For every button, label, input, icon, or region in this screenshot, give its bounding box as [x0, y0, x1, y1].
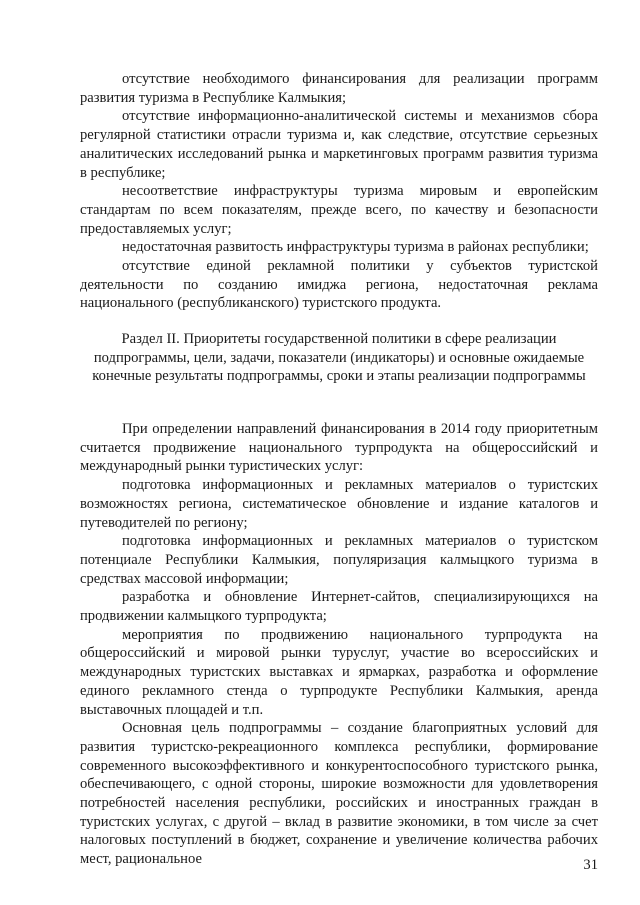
paragraph: несоответствие инфраструктуры туризма мировым и европейским стандартам по всем показателям, прежде всего, по качеству и безопасности предоставляемых услуг; [80, 183, 598, 237]
section-heading: Раздел II. Приоритеты государственной политики в сфере реализации подпрограммы, цели, задачи, показатели (индикаторы) и основные ожидаемые конечные результаты подпрограммы, сроки и этапы реализации подпрограммы [92, 331, 586, 385]
paragraph: Основная цель подпрограммы – создание благоприятных условий для развития туристско-рекреационного комплекса республики, формирование современного высокоэффективного и конкурентоспособного туристского рынка, обеспечивающего, с одной стороны, широкие возможности для удовлетворения потребностей населения республики, российских и иностранных граждан в туристских услугах, с другой – вклад в развитие экономики, в том числе за счет налоговых поступлений в бюджет, сохранение и увеличение количества рабочих мест, рациональное [80, 720, 598, 868]
paragraph: мероприятия по продвижению национального турпродукта на общероссийский и мировой рынки туруслуг, участие во всероссийских и международных туристских выставках и ярмарках, разработка и оформление единого рекламного стенда о турпродукте Республики Калмыкия, аренда выставочных площадей и т.п. [80, 626, 598, 718]
paragraph: отсутствие единой рекламной политики у субъектов туристской деятельности по созданию имиджа региона, недостаточная реклама национального (республиканского) туристского продукта. [80, 258, 598, 312]
top-text-block [80, 70, 598, 313]
paragraph: подготовка информационных и рекламных материалов о туристских возможностях региона, систематическое обновление и издание каталогов и путеводителей по региону; [80, 477, 598, 531]
page-number: 31 [583, 857, 598, 873]
body-text-block [80, 420, 598, 869]
paragraph: отсутствие необходимого финансирования для реализации программ развития туризма в Республике Калмыкия; [80, 71, 598, 106]
paragraph: недостаточная развитость инфраструктуры туризма в районах республики; [122, 239, 589, 256]
paragraph: При определении направлений финансирования в 2014 году приоритетным считается продвижение национального турпродукта на общероссийский и международный рынки туристических услуг: [80, 421, 598, 475]
paragraph: подготовка информационных и рекламных материалов о туристском потенциале Республики Калмыкия, популяризация калмыцкого туризма в средствах массовой информации; [80, 533, 598, 587]
paragraph: разработка и обновление Интернет-сайтов, специализирующихся на продвижении калмыцкого турпродукта; [80, 589, 598, 625]
paragraph: отсутствие информационно-аналитической системы и механизмов сбора регулярной статистики отрасли туризма и, как следствие, отсутствие серьезных аналитических исследований рынка и маркетинговых программ развития туризма в республике; [80, 108, 598, 181]
